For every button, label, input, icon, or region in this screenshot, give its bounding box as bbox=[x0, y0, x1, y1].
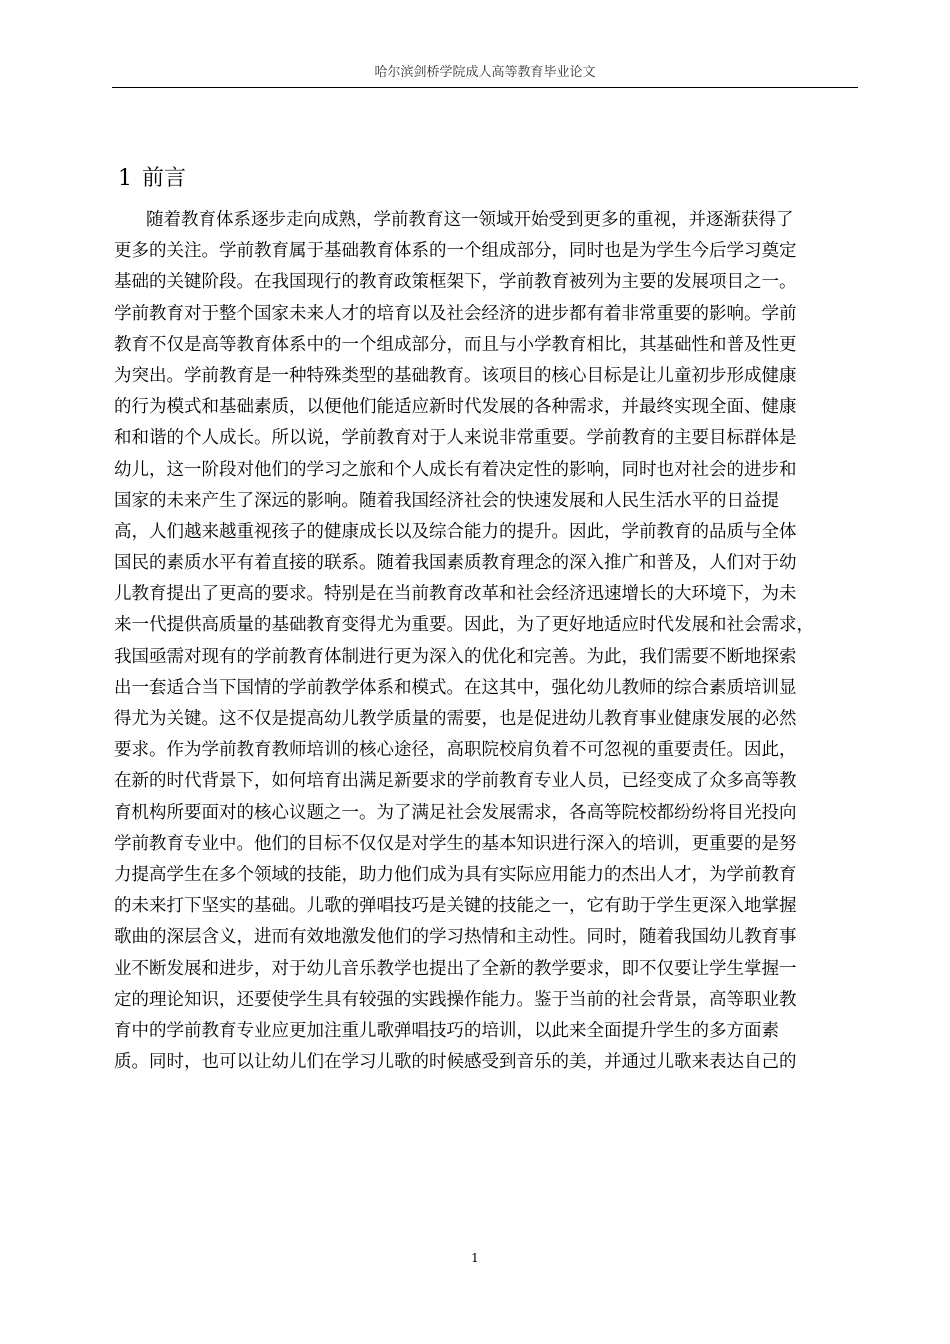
paragraph-line: 的行为模式和基础素质，以便他们能适应新时代发展的各种需求，并最终实现全面、健康 bbox=[114, 397, 797, 418]
paragraph-line: 随着教育体系逐步走向成熟，学前教育这一领域开始受到更多的重视，并逐渐获得了 bbox=[146, 210, 794, 230]
page-number: 1 bbox=[471, 1251, 479, 1265]
section-number: 1 bbox=[118, 166, 132, 191]
paragraph-line: 质。同时，也可以让幼儿们在学习儿歌的时候感受到音乐的美，并通过儿歌来表达自己的 bbox=[114, 1052, 797, 1073]
paragraph-line: 基础的关键阶段。在我国现行的教育政策框架下，学前教育被列为主要的发展项目之一。 bbox=[114, 272, 797, 293]
section-heading bbox=[118, 165, 186, 193]
paragraph-line: 更多的关注。学前教育属于基础教育体系的一个组成部分，同时也是为学生今后学习奠定 bbox=[114, 241, 797, 262]
body-paragraph bbox=[114, 205, 862, 1078]
paragraph-line: 国家的未来产生了深远的影响。随着我国经济社会的快速发展和人民生活水平的日益提 bbox=[114, 490, 779, 511]
paragraph-line: 在新的时代背景下，如何培育出满足新要求的学前教育专业人员，已经变成了众多高等教 bbox=[114, 771, 797, 792]
paragraph-line: 国民的素质水平有着直接的联系。随着我国素质教育理念的深入推广和普及，人们对于幼 bbox=[114, 553, 797, 574]
running-header: 哈尔滨剑桥学院成人高等教育毕业论文 bbox=[374, 65, 596, 80]
paragraph-line: 的未来打下坚实的基础。儿歌的弹唱技巧是关键的技能之一，它有助于学生更深入地掌握 bbox=[114, 896, 797, 917]
header-rule bbox=[112, 87, 858, 88]
paragraph-line: 教育不仅是高等教育体系中的一个组成部分，而且与小学教育相比，其基础性和普及性更 bbox=[114, 334, 797, 355]
section-title: 前言 bbox=[142, 166, 187, 191]
paragraph-line: 育机构所要面对的核心议题之一。为了满足社会发展需求，各高等院校都纷纷将目光投向 bbox=[114, 802, 797, 823]
paragraph-line: 业不断发展和进步，对于幼儿音乐教学也提出了全新的教学要求，即不仅要让学生掌握一 bbox=[114, 958, 797, 979]
paragraph-line: 歌曲的深层含义，进而有效地激发他们的学习热情和主动性。同时，随着我国幼儿教育事 bbox=[114, 927, 797, 948]
paragraph-line: 定的理论知识，还要使学生具有较强的实践操作能力。鉴于当前的社会背景，高等职业教 bbox=[114, 989, 797, 1010]
paragraph-line: 和和谐的个人成长。所以说，学前教育对于人来说非常重要。学前教育的主要目标群体是 bbox=[114, 428, 797, 449]
paragraph-line: 得尤为关键。这不仅是提高幼儿教学质量的需要，也是促进幼儿教育事业健康发展的必然 bbox=[114, 709, 797, 729]
paragraph-line: 来一代提供高质量的基础教育变得尤为重要。因此，为了更好地适应时代发展和社会需求， bbox=[114, 615, 814, 636]
paragraph-line: 为突出。学前教育是一种特殊类型的基础教育。该项目的核心目标是让儿童初步形成健康 bbox=[114, 365, 797, 386]
paragraph-line: 力提高学生在多个领域的技能，助力他们成为具有实际应用能力的杰出人才，为学前教育 bbox=[114, 864, 797, 885]
paragraph-line: 高，人们越来越重视孩子的健康成长以及综合能力的提升。因此，学前教育的品质与全体 bbox=[114, 521, 797, 542]
paragraph-line: 我国亟需对现有的学前教育体制进行更为深入的优化和完善。为此，我们需要不断地探索 bbox=[114, 646, 797, 667]
paragraph-line: 幼儿，这一阶段对他们的学习之旅和个人成长有着决定性的影响，同时也对社会的进步和 bbox=[114, 459, 797, 480]
paragraph-line: 育中的学前教育专业应更加注重儿歌弹唱技巧的培训，以此来全面提升学生的多方面素 bbox=[114, 1020, 779, 1041]
paragraph-line: 出一套适合当下国情的学前教学体系和模式。在这其中，强化幼儿教师的综合素质培训显 bbox=[114, 677, 797, 698]
paragraph-line: 学前教育对于整个国家未来人才的培育以及社会经济的进步都有着非常重要的影响。学前 bbox=[114, 303, 797, 324]
paragraph-line: 儿教育提出了更高的要求。特别是在当前教育改革和社会经济迅速增长的大环境下，为未 bbox=[114, 584, 797, 605]
paragraph-line: 要求。作为学前教育教师培训的核心途径，高职院校肩负着不可忽视的重要责任。因此， bbox=[114, 740, 797, 761]
paragraph-line: 学前教育专业中。他们的目标不仅仅是对学生的基本知识进行深入的培训，更重要的是努 bbox=[114, 833, 797, 854]
